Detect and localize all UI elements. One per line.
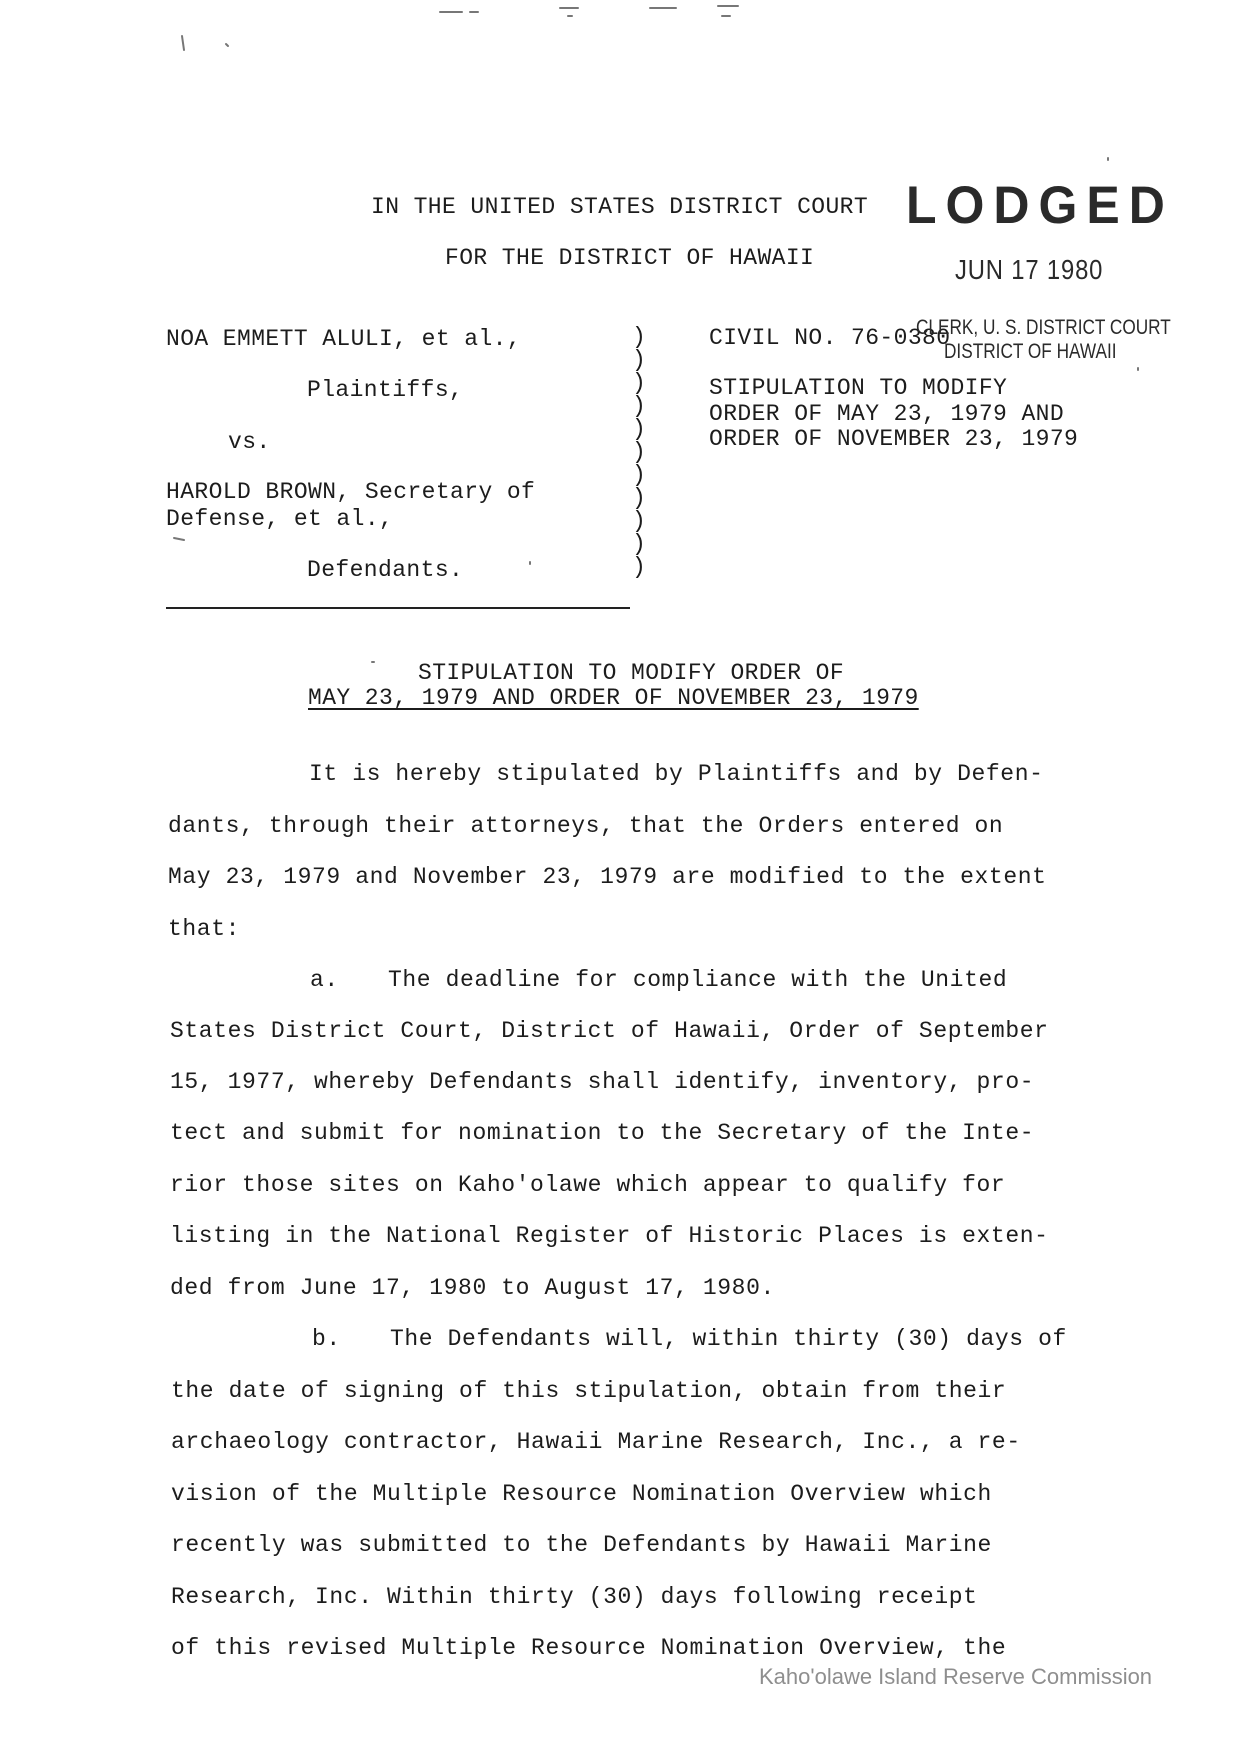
item-a-label: a. — [310, 967, 339, 993]
item-b-line: archaeology contractor, Hawaii Marine Research, Inc., a re- — [171, 1429, 1021, 1455]
plaintiff-name: NOA EMMETT ALULI, et al., — [166, 326, 522, 352]
intro-line: dants, through their attorneys, that the Orders entered on — [168, 813, 1004, 839]
item-b-line: The Defendants will, within thirty (30) days of — [390, 1326, 1067, 1352]
item-b-label: b. — [312, 1326, 341, 1352]
item-a-line: rior those sites on Kaho'olawe which appear to qualify for — [170, 1172, 1006, 1198]
item-a-line: States District Court, District of Hawaii, Order of September — [170, 1018, 1049, 1044]
document-title-line2: ORDER OF MAY 23, 1979 AND — [709, 401, 1065, 427]
item-b-line: recently was submitted to the Defendants by Hawaii Marine — [171, 1532, 992, 1558]
item-a-line: listing in the National Register of Historic Places is exten- — [170, 1223, 1049, 1249]
watermark-text: Kaho'olawe Island Reserve Commission — [759, 1664, 1153, 1689]
item-a-line: tect and submit for nomination to the Secretary of the Inte- — [170, 1120, 1035, 1146]
heading-line2: MAY 23, 1979 AND ORDER OF NOVEMBER 23, 1979 — [308, 685, 919, 711]
versus-label: vs. — [228, 429, 271, 455]
heading-line1: STIPULATION TO MODIFY ORDER OF — [418, 660, 845, 686]
item-b-line: of this revised Multiple Resource Nomination Overview, the — [171, 1635, 1007, 1661]
plaintiffs-label: Plaintiffs, — [307, 377, 464, 403]
caption-parentheses: ) ) ) ) ) ) ) ) ) ) ) — [632, 324, 646, 580]
item-b-line: the date of signing of this stipulation, obtain from their — [171, 1378, 1007, 1404]
stamp-clerk-line2: DISTRICT OF HAWAII — [944, 340, 1117, 363]
stamp-date: JUN 17 1980 — [955, 254, 1104, 285]
item-a-line: 15, 1977, whereby Defendants shall identify, inventory, pro- — [170, 1069, 1035, 1095]
document-title-line3: ORDER OF NOVEMBER 23, 1979 — [709, 426, 1079, 452]
item-a-line: The deadline for compliance with the United — [388, 967, 1008, 993]
defendants-label: Defendants. — [307, 557, 464, 583]
court-name-line2: FOR THE DISTRICT OF HAWAII — [445, 245, 815, 271]
intro-line: that: — [168, 916, 241, 942]
defendant-name-line2: Defense, et al., — [166, 506, 394, 532]
stamp-clerk-line1: CLERK, U. S. DISTRICT COURT — [916, 316, 1171, 339]
item-b-line: vision of the Multiple Resource Nomination Overview which — [171, 1481, 992, 1507]
item-a-line: ded from June 17, 1980 to August 17, 1980. — [170, 1275, 775, 1301]
civil-number: CIVIL NO. 76-0380 — [709, 325, 951, 351]
intro-line: May 23, 1979 and November 23, 1979 are modified to the extent — [168, 864, 1047, 890]
document-title-line1: STIPULATION TO MODIFY — [709, 375, 1008, 401]
intro-line: It is hereby stipulated by Plaintiffs and by Defen- — [309, 761, 1044, 787]
caption-rule — [166, 607, 630, 609]
defendant-name-line1: HAROLD BROWN, Secretary of — [166, 479, 536, 505]
court-name-line1: IN THE UNITED STATES DISTRICT COURT — [371, 194, 869, 220]
item-b-line: Research, Inc. Within thirty (30) days following receipt — [171, 1584, 978, 1610]
lodged-stamp: LODGED — [906, 175, 1174, 235]
